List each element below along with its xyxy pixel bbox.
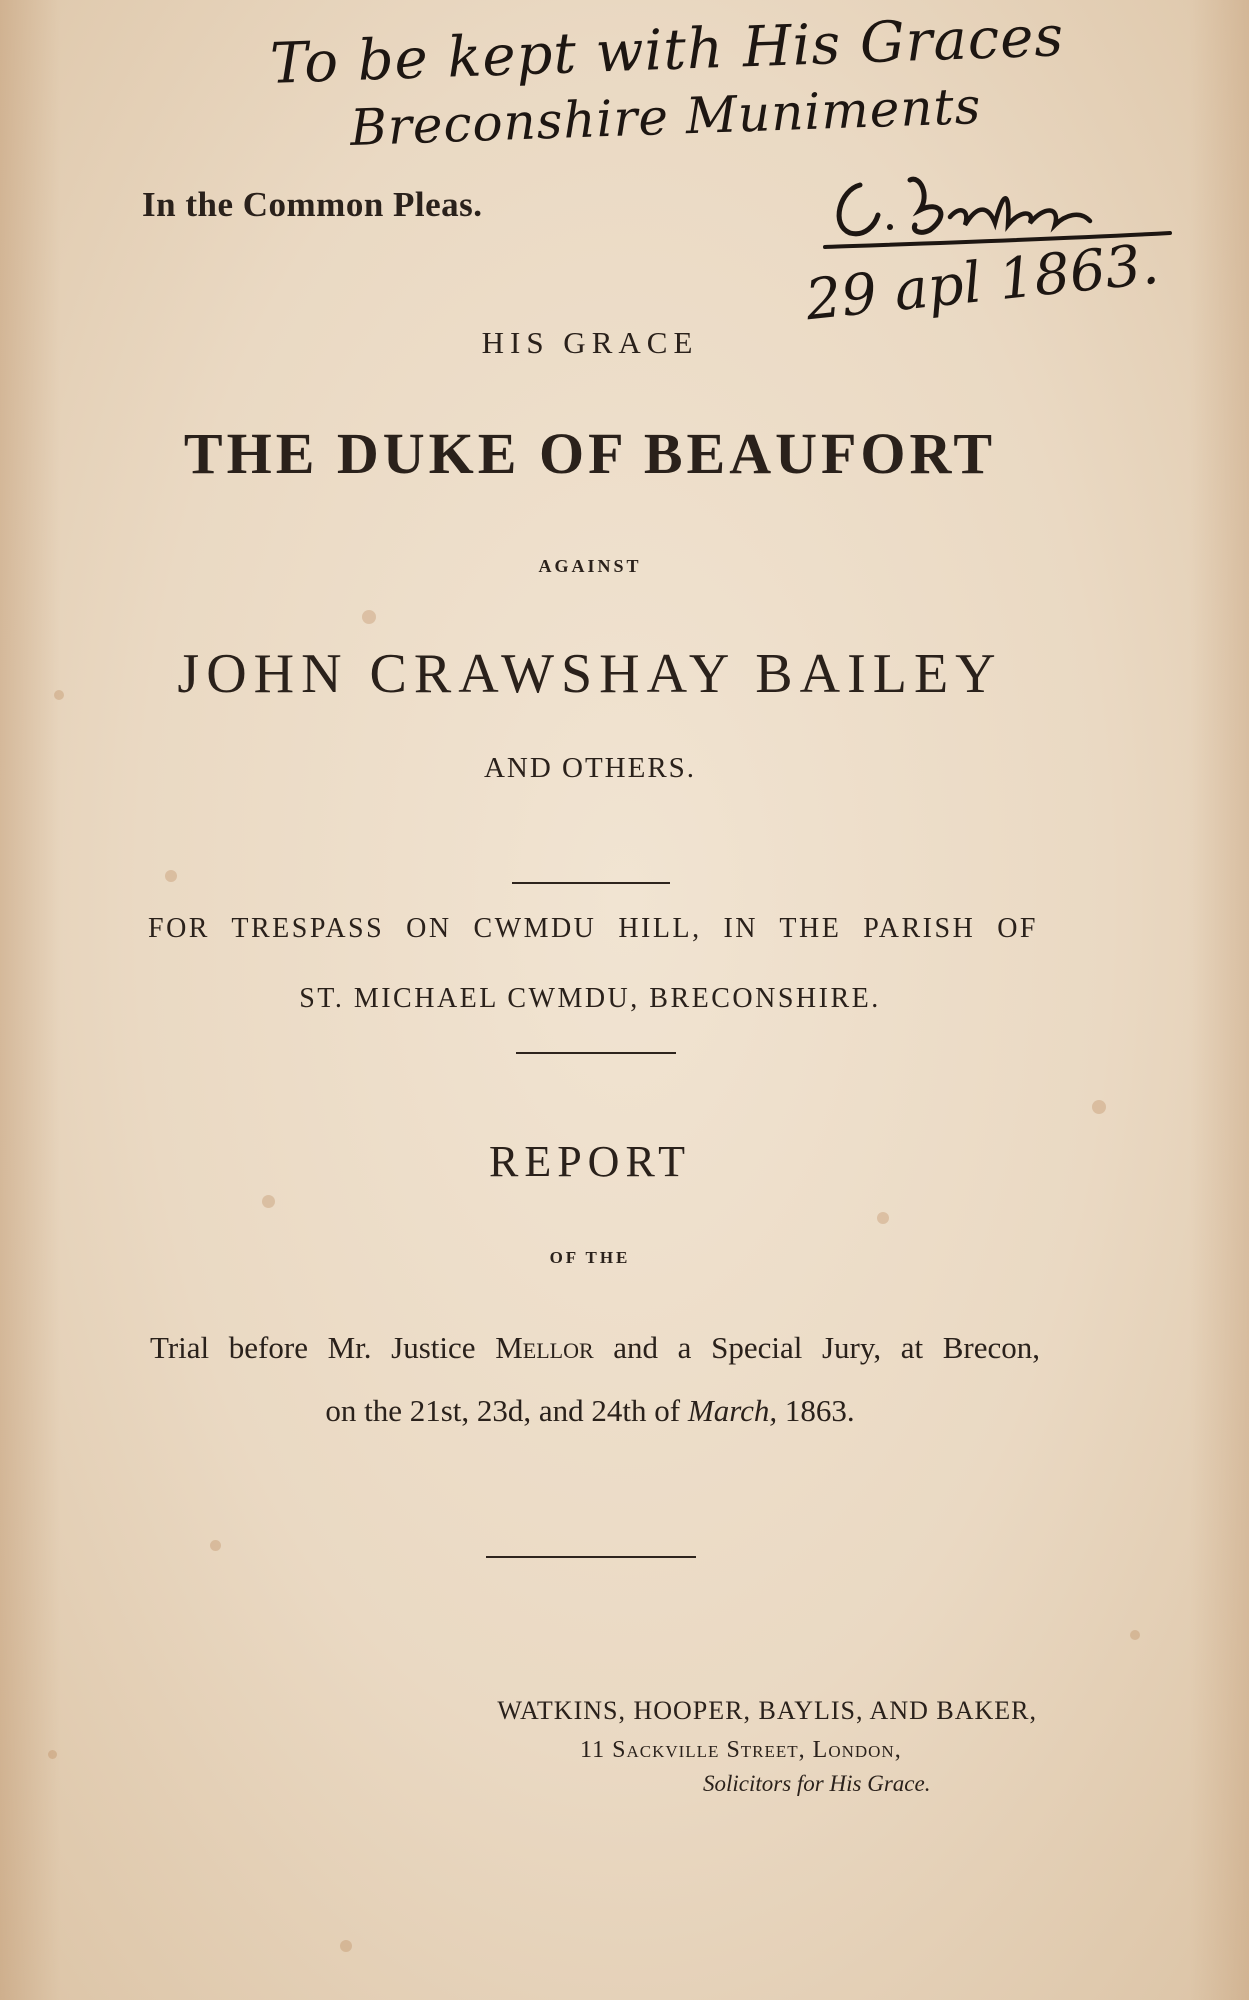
court-heading: In the Common Pleas. [142, 185, 483, 224]
foxing-spot [262, 1195, 275, 1208]
publisher-firm: WATKINS, HOOPER, BAYLIS, AND BAKER, [497, 1696, 1037, 1725]
plaintiff-prefix: HIS GRACE [481, 325, 699, 360]
defendant-name: JOHN CRAWSHAY BAILEY [177, 643, 1003, 705]
handwritten-inscription-line2: Breconshire Muniments [349, 77, 983, 157]
trial-text: 1863. [777, 1393, 855, 1428]
trial-text: and a Special Jury, at Brecon, [593, 1330, 1041, 1365]
plaintiff-name: THE DUKE OF BEAUFORT [183, 421, 997, 486]
foxing-spot [48, 1750, 57, 1759]
foxing-spot [362, 610, 376, 624]
trial-line-2 [0, 1393, 1180, 1429]
trial-month: March, [687, 1393, 778, 1428]
publisher-address: 11 Sackville Street, London, [580, 1737, 902, 1763]
handwritten-inscription-line1: To be kept with His Graces [269, 4, 1066, 97]
foxing-spot [210, 1540, 221, 1551]
against-label: AGAINST [538, 556, 642, 576]
trial-line-1 [150, 1330, 1040, 1366]
subject-line-2: ST. MICHAEL CWMDU, BRECONSHIRE. [299, 983, 881, 1014]
foxing-spot [165, 870, 177, 882]
divider-rule [512, 882, 670, 884]
foxing-spot [1130, 1630, 1140, 1640]
handwritten-date: 29 apl 1863. [802, 231, 1162, 334]
right-edge-stain [1189, 0, 1249, 2000]
judge-name: Mellor [495, 1330, 594, 1365]
of-the-label: OF THE [549, 1248, 631, 1267]
foxing-spot [340, 1940, 352, 1952]
divider-rule [486, 1556, 696, 1558]
trial-text: Trial before Mr. Justice [150, 1330, 496, 1365]
foxing-spot [877, 1212, 889, 1224]
divider-rule [516, 1052, 676, 1054]
foxing-spot [1092, 1100, 1106, 1114]
defendant-suffix: AND OTHERS. [483, 752, 697, 784]
subject-line-1: FOR TRESPASS ON CWMDU HILL, IN THE PARISH OF [148, 913, 1038, 944]
trial-text: on the 21st, 23d, and 24th of [325, 1393, 688, 1428]
publisher-role: Solicitors for His Grace. [703, 1771, 931, 1796]
report-title: REPORT [488, 1137, 692, 1186]
